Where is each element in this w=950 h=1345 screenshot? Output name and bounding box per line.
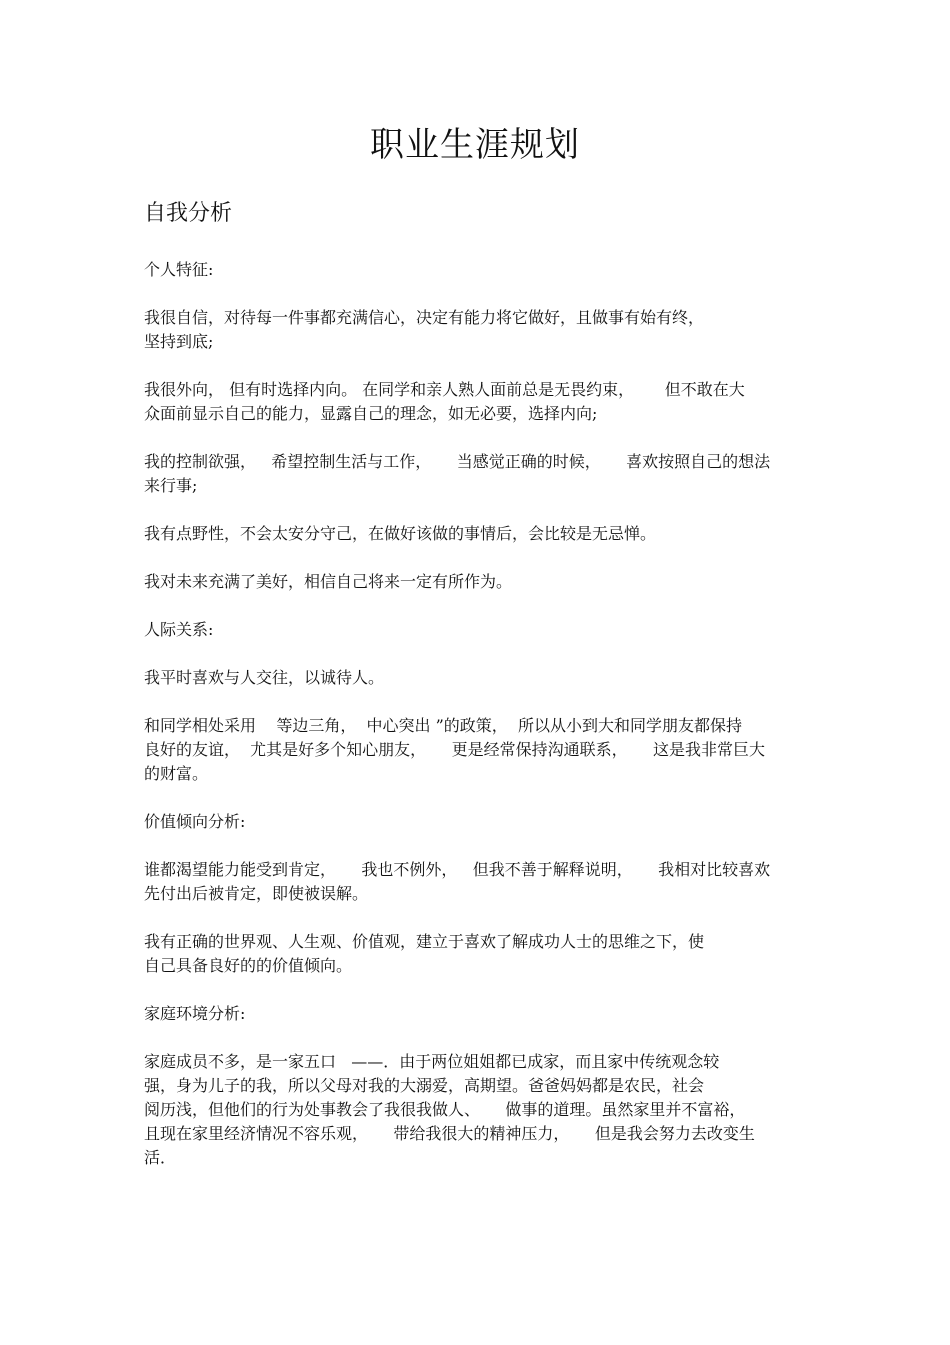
section-heading-self-analysis: 自我分析 bbox=[144, 201, 233, 226]
paragraph: 我平时喜欢与人交往，以诚待人。 bbox=[144, 668, 385, 687]
paragraph-personal-traits-label: 个人特征: bbox=[144, 260, 214, 279]
paragraph: 我的控制欲强， 希望控制生活与工作， 当感觉正确的时候， 喜欢按照自己的想法 来行事; bbox=[144, 452, 771, 495]
paragraph: 我有正确的世界观、人生观、价值观，建立于喜欢了解成功人士的思维之下，使 自己具备良好的的价值倾向。 bbox=[144, 932, 705, 975]
paragraph: 我很自信，对待每一件事都充满信心，决定有能力将它做好，且做事有始有终， 坚持到底; bbox=[144, 308, 705, 351]
paragraph-family-label: 家庭环境分析: bbox=[144, 1004, 246, 1023]
paragraph: 我有点野性，不会太安分守己，在做好该做的事情后，会比较是无忌惮。 bbox=[144, 524, 657, 543]
paragraph-values-label: 价值倾向分析: bbox=[144, 812, 246, 831]
paragraph: 谁都渴望能力能受到肯定， 我也不例外， 但我不善于解释说明， 我相对比较喜欢 先付出后被肯定，即使被误解。 bbox=[144, 860, 771, 903]
paragraph: 家庭成员不多，是一家五口 ——．由于两位姐姐都已成家，而且家中传统观念较 强，身为儿子的我，所以父母对我的大溺爱，高期望。爸爸妈妈都是农民，社会 阅历浅，但他们的行为处事教会了我很我做人、 做事的道理。虽然家里并不富裕， 且现在家里经济情况不容乐观， 带给我很大的精神压力， 但是我会努力去改变生 活． bbox=[144, 1052, 755, 1167]
paragraph-relationships-label: 人际关系: bbox=[144, 620, 214, 639]
paragraph: 和同学相处采用 等边三角， 中心突出 ”的政策， 所以从小到大和同学朋友都保持 良好的友谊， 尤其是好多个知心朋友， 更是经常保持沟通联系， 这是我非常巨大 的财富。 bbox=[144, 716, 766, 783]
paragraph: 我对未来充满了美好，相信自己将来一定有所作为。 bbox=[144, 572, 513, 591]
document-body bbox=[144, 258, 808, 1194]
document-title: 职业生涯规划 bbox=[370, 125, 580, 165]
paragraph: 我很外向， 但有时选择内向。 在同学和亲人熟人面前总是无畏约束， 但不敢在大 众面前显示自己的能力，显露自己的理念，如无必要，选择内向; bbox=[144, 380, 745, 423]
